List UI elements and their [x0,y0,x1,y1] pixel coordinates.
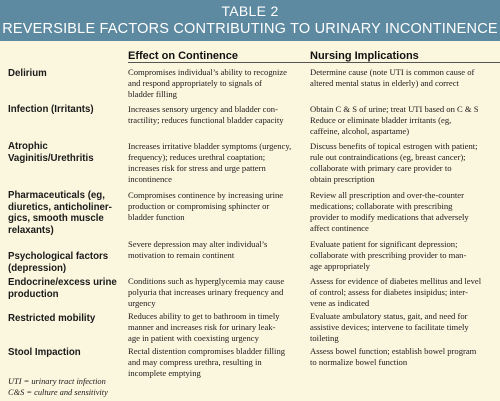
table-header [0,0,500,41]
effect-stool-impaction [128,346,304,379]
column-header-effect: Effect on Continence [128,50,239,62]
table-number: TABLE 2 [221,3,279,19]
text-line: rule out contraindications (eg, breast cancer); [310,152,466,162]
text-line: relaxants) [8,224,54,236]
nursing-infection [310,104,496,137]
text-line: Atrophic [8,141,48,152]
text-line: to normalize bowel function [310,357,408,367]
factor-endocrine [8,277,123,300]
text-line: production or compromising sphincter or [128,201,270,211]
effect-restricted-mobility [128,311,304,344]
text-line: age in patient with coexisting urgency [128,333,259,343]
text-line: Infection (Irritants) [8,104,94,115]
text-line: and may compress urethra, resulting in [128,357,262,367]
text-line: tractility; reduces functional bladder capacity [128,115,284,125]
text-line: (depression) [8,262,67,274]
nursing-pharmaceuticals [310,190,496,234]
text-line: caffeine, alcohol, aspartame) [310,126,410,136]
text-line: Increases irritative bladder symptoms (urgency, [128,141,292,151]
text-line: polyuria that increases urinary frequency and [128,287,284,297]
nursing-atrophic-vaginitis [310,141,496,185]
text-line: Delirium [8,68,47,79]
text-line: bladder function [128,212,185,222]
text-line: Determine cause (note UTI is common cause of [310,67,475,77]
header-divider [128,62,500,63]
effect-endocrine [128,276,304,309]
nursing-restricted-mobility [310,311,496,344]
factor-atrophic-vaginitis [8,141,123,164]
text-line: of control; assess for diabetes insipidus; inter- [310,287,468,297]
text-line: Endocrine/excess urine [8,277,117,288]
text-line: frequency); reduces urethral coaptation; [128,152,266,162]
text-line: increases risk for stress and urge pattern [128,163,266,173]
footnotes [8,377,108,398]
text-line: altered mental status in elderly) and correct [310,78,459,88]
text-line: Reduce or eliminate bladder irritants (eg, [310,115,452,125]
text-line: affect continence [310,223,369,233]
text-line: Stool Impaction [8,347,81,358]
effect-pharmaceuticals [128,190,304,223]
text-line: provider to modify medications that adversely [310,212,469,222]
text-line: Rectal distention compromises bladder filling [128,346,286,356]
text-line: obtain prescription [310,174,375,184]
text-line: incontinence [128,174,172,184]
column-header-nursing: Nursing Implications [310,50,419,62]
factor-pharmaceuticals [8,190,123,236]
text-line: Obtain C & S of urine; treat UTI based on C & S [310,104,479,114]
nursing-endocrine [310,276,496,309]
factor-infection [8,104,123,116]
factor-psychological [8,251,123,274]
effect-infection [128,104,304,126]
nursing-stool-impaction [310,346,496,368]
text-line: bladder filling [128,89,177,99]
text-line: Pharmaceuticals (eg, [8,190,105,201]
text-line: and respond appropriately to signals of [128,78,262,88]
text-line: collaborate with prescribing provider to man- [310,250,467,260]
text-line: Restricted mobility [8,313,96,324]
text-line: collaborate with primary care provider to [310,163,452,173]
text-line: incomplete emptying [128,368,201,378]
text-line: motivation to remain continent [128,250,235,260]
factor-delirium [8,68,123,80]
text-line: urgency [128,298,156,308]
text-line: gics, smooth muscle [8,213,104,224]
text-line: Vaginitis/Urethritis [8,152,94,164]
text-line: Evaluate ambulatory status, gait, and need for [310,311,468,321]
effect-delirium [128,67,304,100]
table-title: REVERSIBLE FACTORS CONTRIBUTING TO URINARY INCONTINENCE [2,21,498,37]
text-line: vene as indicated [310,298,370,308]
text-line: Compromises individual’s ability to recognize [128,67,287,77]
text-line: age appropriately [310,261,370,271]
footnote-cs: C&S = culture and sensitivity [8,387,108,397]
nursing-delirium [310,67,496,89]
text-line: Compromises continence by increasing urine [128,190,284,200]
text-line: toileting [310,333,339,343]
text-line: Psychological factors [8,251,109,262]
nursing-psychological [310,239,496,272]
text-line: Review all prescription and over-the-counter [310,190,464,200]
text-line: Reduces ability to get to bathroom in timely [128,311,280,321]
text-line: Severe depression may alter individual’s [128,239,268,249]
text-line: Discuss benefits of topical estrogen with patient; [310,141,478,151]
text-line: assistive devices; intervene to facilitate timely [310,322,469,332]
text-line: Increases sensory urgency and bladder con- [128,104,278,114]
factor-stool-impaction [8,347,123,359]
text-line: manner and increases risk for urinary leak- [128,322,276,332]
text-line: medications; collaborate with prescribing [310,201,453,211]
effect-psychological [128,239,304,261]
text-line: Assess bowel function; establish bowel program [310,346,477,356]
text-line: Evaluate patient for significant depression; [310,239,458,249]
text-line: Assess for evidence of diabetes mellitus and level [310,276,482,286]
effect-atrophic-vaginitis [128,141,304,185]
factor-restricted-mobility [8,313,123,325]
text-line: diuretics, anticholiner- [8,201,112,213]
footnote-uti: UTI = urinary tract infection [8,377,106,386]
text-line: production [8,288,59,300]
text-line: Conditions such as hyperglycemia may cause [128,276,285,286]
